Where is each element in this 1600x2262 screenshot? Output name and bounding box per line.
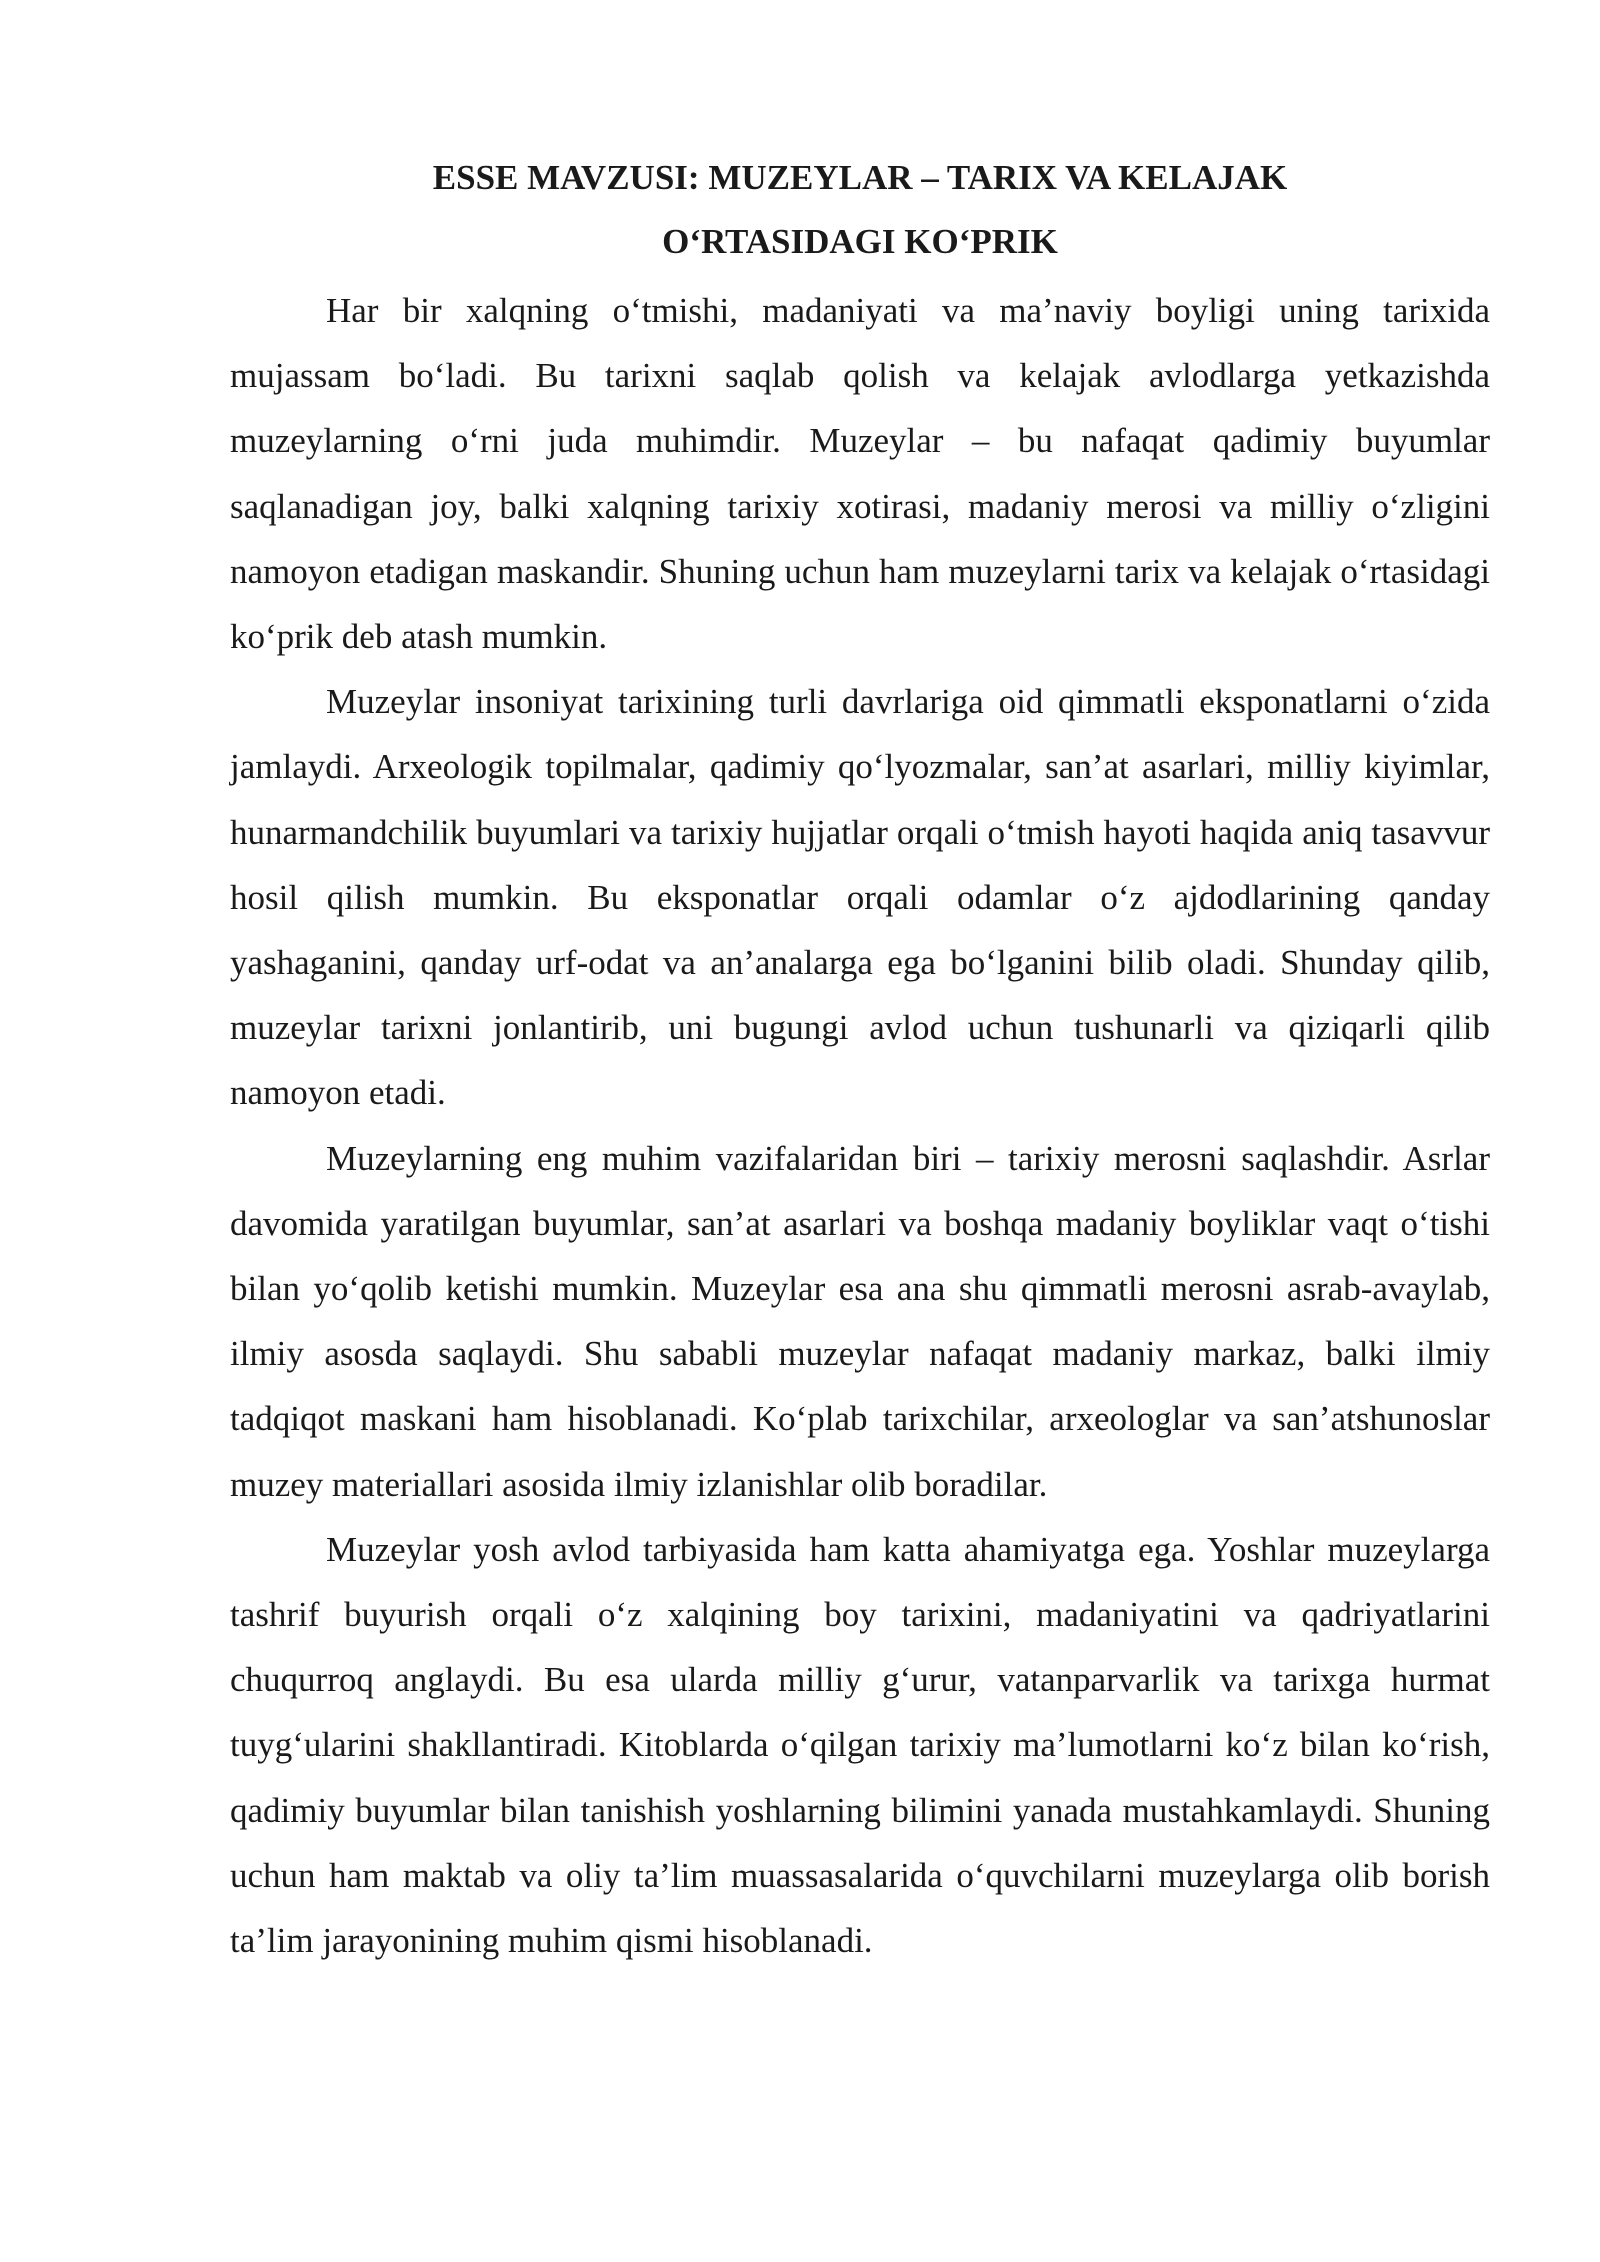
essay-title-line-2: O‘RTASIDAGI KO‘PRIK [662,222,1058,261]
essay-title-line-1: ESSE MAVZUSI: MUZEYLAR – TARIX VA KELAJAK [432,158,1288,197]
paragraph-1: Har bir xalqning o‘tmishi, madaniyati va ma’naviy boyligi uning tarixida mujassam bo‘ladi. Bu tarixni saqlab qolish va kelajak avlodlarga yetkazishda muzeylarning o‘rni juda muhimdir. Muzeylar – bu nafaqat qadimiy buyumlar saqlanadigan joy, balki xalqning tarixiy xotirasi, madaniy merosi va milliy o‘zligini namoyon etadigan maskandir. Shuning uchun ham muzeylarni tarix va kelajak o‘rtasidagi ko‘prik deb atash mumkin. [230,291,1490,657]
essay-body [230,278,1490,1973]
paragraph-3: Muzeylarning eng muhim vazifalaridan biri – tarixiy merosni saqlashdir. Asrlar davomida yaratilgan buyumlar, san’at asarlari va boshqa madaniy boyliklar vaqt o‘tishi bilan yo‘qolib ketishi mumkin. Muzeylar esa ana shu qimmatli merosni asrab-avaylab, ilmiy asosda saqlaydi. Shu sababli muzeylar nafaqat madaniy markaz, balki ilmiy tadqiqot maskani ham hisoblanadi. Ko‘plab tarixchilar, arxeologlar va san’atshunoslar muzey materiallari asosida ilmiy izlanishlar olib boradilar. [230,1138,1490,1504]
paragraph-4: Muzeylar yosh avlod tarbiyasida ham katta ahamiyatga ega. Yoshlar muzeylarga tashrif buyurish orqali o‘z xalqining boy tarixini, madaniyatini va qadriyatlarini chuqurroq anglaydi. Bu esa ularda milliy g‘urur, vatanparvarlik va tarixga hurmat tuyg‘ularini shakllantiradi. Kitoblarda o‘qilgan tarixiy ma’lumotlarni ko‘z bilan ko‘rish, qadimiy buyumlar bilan tanishish yoshlarning bilimini yanada mustahkamlaydi. Shuning uchun ham maktab va oliy ta’lim muassasalarida o‘quvchilarni muzeylarga olib borish ta’lim jarayonining muhim qismi hisoblanadi. [230,1529,1490,1961]
paragraph-2: Muzeylar insoniyat tarixining turli davrlariga oid qimmatli eksponatlarni o‘zida jamlaydi. Arxeologik topilmalar, qadimiy qo‘lyozmalar, san’at asarlari, milliy kiyimlar, hunarmandchilik buyumlari va tarixiy hujjatlar orqali o‘tmish hayoti haqida aniq tasavvur hosil qilish mumkin. Bu eksponatlar orqali odamlar o‘z ajdodlarining qanday yashaganini, qanday urf-odat va an’analarga ega bo‘lganini bilib oladi. Shunday qilib, muzeylar tarixni jonlantirib, uni bugungi avlod uchun tushunarli va qiziqarli qilib namoyon etadi. [230,682,1490,1113]
